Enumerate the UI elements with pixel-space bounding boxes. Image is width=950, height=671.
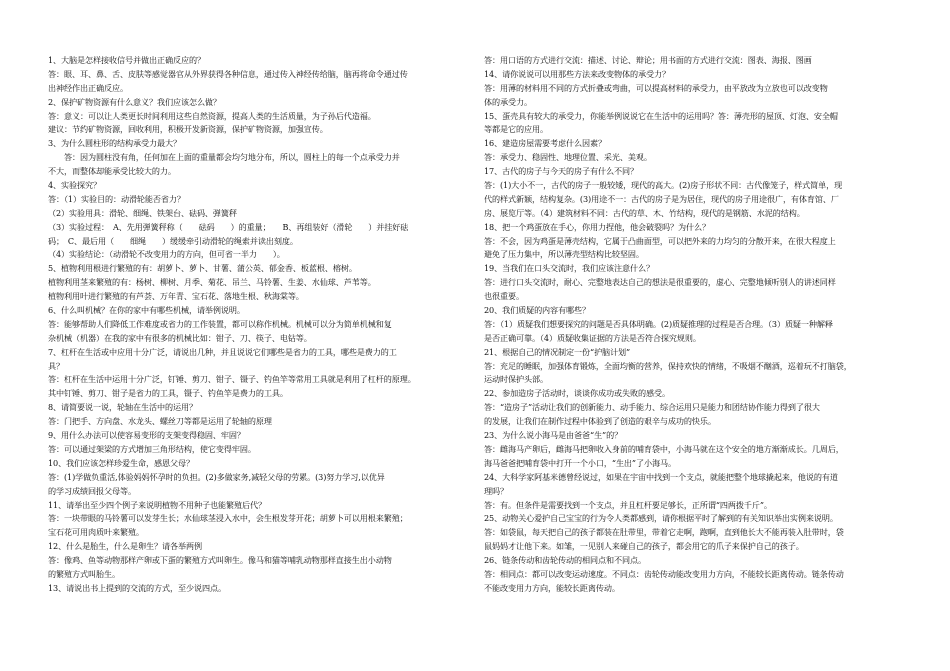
text-line: 鼠妈妈才让他下来。如雏，一见别人来碰自己的孩子，都会用它的爪子来保护自己的孩子。: [484, 541, 804, 552]
text-line: （4）实验结论：（动滑轮不改变用力的方向，但可省一半力 ）。: [48, 249, 285, 260]
text-line: 其中钉锤、剪刀、钳子是省力的工具，镊子、钓鱼竿是费力的工具。: [48, 388, 288, 399]
text-line: 10、我们应该怎样珍爱生命，感恩父母？: [48, 457, 194, 468]
text-line: 19、当我们在口头交流时，我们应该注意什么？: [484, 263, 654, 274]
text-line: 等都是它的应用。: [484, 124, 548, 135]
text-line: 13、请说出书上提到的交流的方式，至少说四点。: [48, 582, 226, 593]
text-line: 20、我们质疑的内容有哪些？: [484, 305, 591, 316]
text-line: 答：用口语的方式进行交流：描述、讨论、辩论；用书面的方式进行交流：图表、海报、图画: [484, 55, 812, 65]
text-line: （3）实验过程： A、先用弹簧秤称（ 砝码 ）的重量； B、再组装好（滑轮 ）并挂好砝: [48, 221, 409, 232]
text-line: 答：(1)大小不一，古代的房子一般较矮，现代的高大。(2)房子形状不同：古代像笼子，样式简单，现: [484, 180, 843, 191]
text-line: 具？: [48, 360, 64, 371]
text-line: 出神经作出正确反应。: [48, 82, 128, 93]
text-line: 6、什么叫机械？在你的家中有哪些机械，请举例说明。: [48, 305, 245, 316]
text-line: 26、链条传动和齿轮传动的相同点和不同点。: [484, 555, 646, 566]
text-line: 码； C、最后用（ 细绳 ）缓缓牵引动滑轮的绳索并读出刻度。: [48, 235, 298, 246]
text-line: 建议：节约矿物资源，回收利用，积极开发新资源，保护矿物资源，加强宣传。: [48, 124, 328, 135]
text-line: 5、植物利用根进行繁殖的有：胡萝卜、萝卜、甘薯、蒲公英、郁金香、板蓝根、榕树。: [48, 263, 357, 274]
text-line: 答：进行口头交流时，耐心、完整地表达自己的想法是很重要的，虚心、完整地倾听别人的讲述同样: [484, 277, 836, 288]
text-line: 17、古代的房子与今天的房子有什么不同？: [484, 166, 638, 177]
text-line: 24、大科学家阿基米德曾经说过，如果在宇宙中找到一个支点，就能把整个地球撬起来，他说的有道: [484, 471, 838, 482]
text-line: 答：因为圆柱没有角，任何加在上面的重量都会均匀地分布，所以，圆柱上的每一个点承受力并: [48, 152, 400, 163]
text-line: 答：雌海马产卵后，雌海马把卵收入身前的哺育袋中，小海马就在这个安全的地方渐渐成长。几周后，: [484, 443, 844, 454]
text-line: 答：承受力、稳固性、地理位置、采光、美观。: [484, 152, 652, 163]
text-line: 运动时保护头部。: [484, 374, 548, 385]
text-line: 15、蛋壳具有较大的承受力，你能举例说说它在生活中的运用吗？答：薄壳形的屋顶、灯泡、安全帽: [484, 110, 838, 121]
text-line: 答：眼、耳、鼻、舌、皮肤等感觉器官从外界获得各种信息，通过传入神经传给脑，脑再将命令通过传: [48, 68, 408, 79]
right-column: [484, 54, 904, 596]
text-line: 答：意义：可以让人类更长时间利用这些自然资源，提高人类的生活质量，为子孙后代造福。: [48, 110, 376, 121]
text-line: 14、请你说说可以用那些方法来改变物体的承受力？: [484, 68, 670, 79]
text-line: 答：相同点：都可以改变运动速度。不同点：齿轮传动能改变用力方向，不能较长距离传动。链条传动: [484, 568, 844, 579]
text-line: 体的承受力。: [484, 96, 532, 107]
text-line: （2）实验用具：滑轮、细绳、铁架台、砝码、弹簧秤: [48, 207, 237, 218]
text-line: 16、建造房屋需要考虑什么因素？: [484, 138, 607, 149]
text-line: 4、实验探究？: [48, 180, 102, 191]
text-line: 的繁殖方式叫胎生。: [48, 568, 120, 579]
text-line: 2、保护矿物资源有什么意义？我们应该怎么做？: [48, 96, 221, 107]
text-line: 18、把一个鸡蛋放在手心，你用力捏他，他会破裂吗？为什么？: [484, 221, 710, 232]
text-line: 植物利用茎来繁殖的有：杨树、柳树、月季、菊花、吊兰、马铃薯、生姜、水仙球、芦苇等。: [48, 277, 376, 288]
text-line: 答：一块带眼的马铃薯可以发芽生长；水仙球茎浸入水中，会生根发芽开花；胡萝卜可以用根来繁殖；: [48, 513, 408, 524]
text-line: 宝石花可用肉质叶来繁殖。: [48, 527, 144, 538]
text-line: 23、为什么说小海马是由爸爸“生”的？: [484, 430, 623, 441]
text-line: 不大，而整体却能承受比较大的力。: [48, 166, 176, 177]
text-line: 杂机械（机器）在我的家中有很多的机械比如：钳子、刀、筷子、电钻等。: [48, 332, 312, 343]
text-line: 22、参加造房子活动时，谈谈你成功或失败的感受。: [484, 388, 670, 399]
text-line: 答：不会，因为鸡蛋是薄壳结构，它属于凸曲面型，可以把外来的力均匀的分散开来，在很大程度上: [484, 235, 836, 246]
text-line: 答：“造房子”活动让我们的创新能力、动手能力、综合运用只是能力和团结协作能力得到了很大: [484, 402, 820, 413]
text-line: 答：（1）质疑我们想要探究的问题是否具体明确。(2)质疑推理的过程是否合理。（3）质疑一种解释: [484, 318, 833, 329]
text-line: 也很重要。: [484, 291, 524, 302]
text-line: 21、根据自己的情况制定一份“护脑计划”: [484, 346, 631, 357]
text-line: 3、为什么圆柱形的结构承受力最大？: [48, 138, 181, 149]
text-line: 9、用什么办法可以使容易变形的支架变得稳固、牢固？: [48, 430, 245, 441]
text-line: 12、什么是胎生，什么是卵生？请各举两例: [48, 541, 202, 552]
text-line: 答：杠杆在生活中运用十分广泛，钉锤、剪刀、钳子、镊子、钓鱼竿等常用工具就是利用了杠杆的原理。: [48, 374, 416, 385]
text-line: 的发展，让我们在制作过程中体验到了创造的艰辛与成功的快乐。: [484, 416, 716, 427]
text-line: 答：有。但条件是需要找到一个支点，并且杠杆要足够长，正所谓“四两拨千斤”。: [484, 499, 772, 510]
text-line: 海马爸爸把哺育袋中打开一个小口，“生出”了小海马。: [484, 457, 676, 468]
text-line: 答：（1）实验目的：动滑轮能否省力？: [48, 193, 185, 204]
text-line: 答：用薄的材料用不同的方式折叠或弯曲，可以提高材料的承受力，由平放改为立放也可以改变物: [484, 82, 828, 93]
text-line: 房、展览厅等。（4）建筑材料不同：古代的草、木、竹结构，现代的是钢筋、水泥的结构。: [484, 207, 805, 218]
text-line: 答：像鸡、鱼等动物那样产卵或下蛋的繁殖方式叫卵生。像马和猫等哺乳动物那样直接生出小动物: [48, 555, 392, 566]
text-line: 答：(1)学做负重活,体验妈妈怀孕时的负担。(2)多做家务,减轻父母的劳累。(3)努力学习,以优异: [48, 471, 385, 482]
text-line: 答：可以通过架梁的方式增加三角形结构，使它变得牢固。: [48, 443, 256, 454]
text-line: 代的样式新颖，结构复杂。(3)用途不一：古代的房子是为居住，现代的房子用途很广，有体育馆、厂: [484, 193, 839, 204]
text-line: 的学习成绩回报父母等。: [48, 485, 136, 496]
text-line: 1、大脑是怎样接收信号并做出正确反应的？: [48, 55, 205, 65]
text-line: 8、请简要说一说，轮轴在生活中的运用？: [48, 402, 197, 413]
text-line: 避免了压力集中，所以薄壳型结构比较坚固。: [484, 249, 644, 260]
text-line: 答：门把手、方向盘、水龙头、螺丝刀等都是运用了轮轴的原理: [48, 416, 272, 427]
text-line: 答：如袋鼠，每天把自己的孩子都装在肚带里，带着它走啊，跑啊，直到他长大不能再装入肚带时，袋: [484, 527, 844, 538]
text-line: 不能改变用力方向，能较长距离传动。: [484, 582, 620, 593]
left-column: [48, 54, 466, 596]
text-line: 是否正确可靠。（4）质疑收集证据的方法是否符合探究规则。: [484, 332, 701, 343]
text-line: 答：充足的睡眠，加强体育锻炼，全面均衡的营养，保持欢快的情绪，不吸烟不酗酒，巡着玩不打脑袋，: [484, 360, 852, 371]
text-line: 25、动物关心爱护自己宝宝的行为令人类都感到，请你根据平时了解到的有关知识举出实例来说明。: [484, 513, 838, 524]
text-line: 理吗？: [484, 485, 508, 496]
text-line: 答：能够帮助人们降低工作难度或省力的工作装置，都可以称作机械。机械可以分为简单机械和复: [48, 318, 392, 329]
text-line: 11、请举出至少四个例子来说明植物不用种子也能繁殖后代？: [48, 499, 266, 510]
text-line: 7、杠杆在生活或中应用十分广泛，请说出几种，并且说说它们哪些是省力的工具，哪些是费力的工: [48, 346, 397, 357]
text-line: 植物利用叶进行繁殖的有芦荟、万年青、宝石花、落地生根、秋海棠等。: [48, 291, 304, 302]
